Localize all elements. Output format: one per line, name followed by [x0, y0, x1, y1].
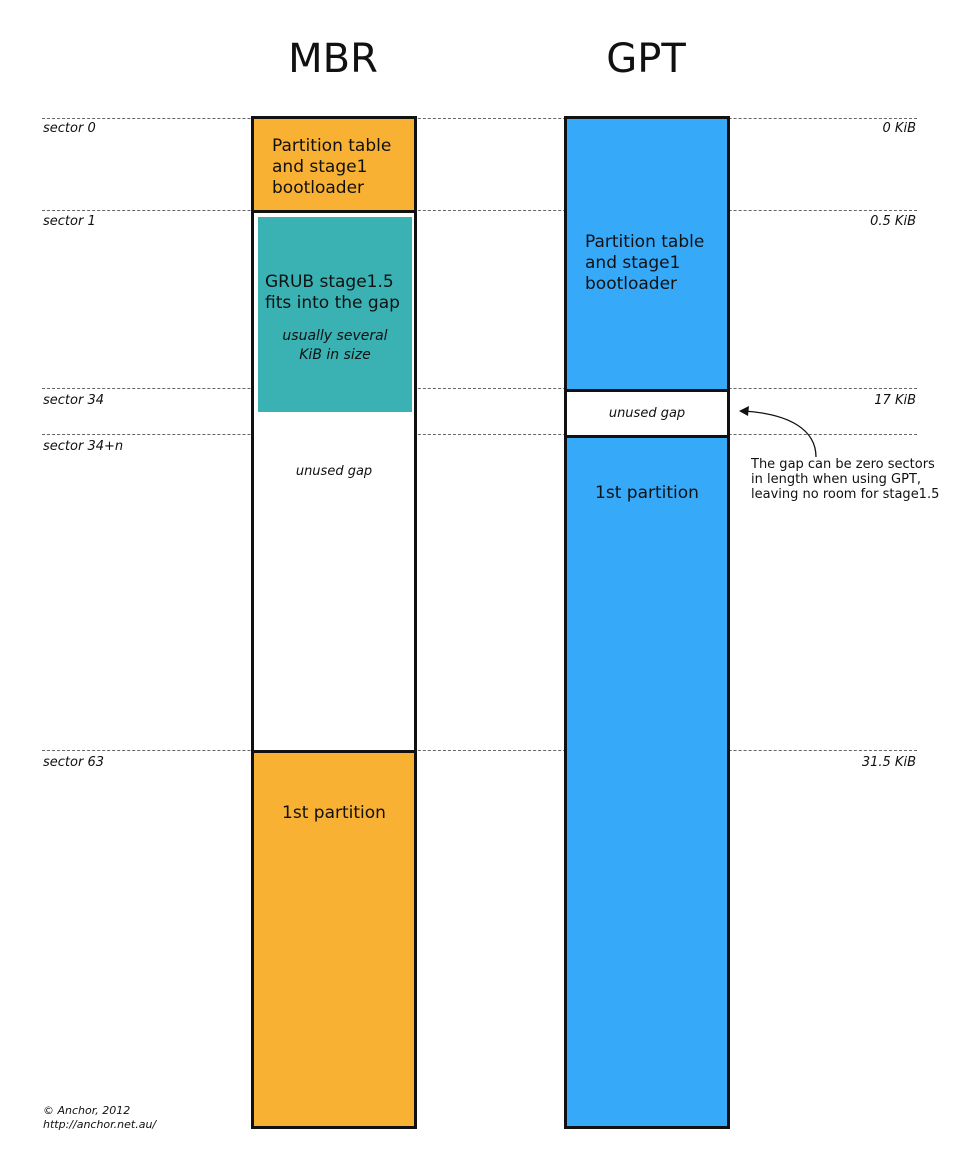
annotation-arrow	[730, 400, 840, 462]
sector-label: sector 63	[43, 755, 104, 770]
mbr-column	[251, 116, 417, 1129]
sector-0-line	[42, 118, 917, 119]
gpt-title: GPT	[606, 36, 686, 82]
sector-label: sector 0	[43, 121, 96, 136]
sector-label: sector 1	[43, 214, 96, 229]
gpt-gap-note: The gap can be zero sectors in length when using GPT, leaving no room for stage1.5	[751, 457, 940, 502]
kib-label: 0.5 KiB	[870, 214, 916, 229]
mbr-title: MBR	[288, 36, 378, 82]
mbr-first-partition-label: 1st partition	[282, 803, 386, 823]
kib-label: 31.5 KiB	[861, 755, 916, 770]
arrow-curve	[744, 411, 816, 457]
arrow-head	[739, 406, 749, 416]
sector-label: sector 34	[43, 393, 104, 408]
mbr-table-label: Partition table and stage1 bootloader	[272, 136, 392, 198]
sector-1-line	[42, 210, 917, 211]
gpt-divider	[567, 435, 727, 438]
sector-63-line	[42, 750, 917, 751]
sector-label: sector 34+n	[43, 439, 124, 454]
mbr-grub-block	[258, 217, 412, 412]
mbr-grub-size-note: usually several KiB in size	[282, 328, 388, 363]
kib-label: 0 KiB	[882, 121, 916, 136]
sector-34-line	[42, 388, 917, 389]
mbr-grub-label: GRUB stage1.5 fits into the gap	[265, 272, 400, 313]
kib-label: 17 KiB	[874, 393, 916, 408]
mbr-divider	[254, 210, 414, 213]
mbr-unused-gap-label: unused gap	[295, 464, 373, 479]
gpt-column	[564, 116, 730, 1129]
gpt-unused-gap-label: unused gap	[608, 406, 686, 421]
gpt-first-partition-label: 1st partition	[595, 483, 699, 503]
gpt-table-label: Partition table and stage1 bootloader	[585, 232, 705, 294]
copyright: © Anchor, 2012 http://anchor.net.au/	[43, 1104, 157, 1131]
